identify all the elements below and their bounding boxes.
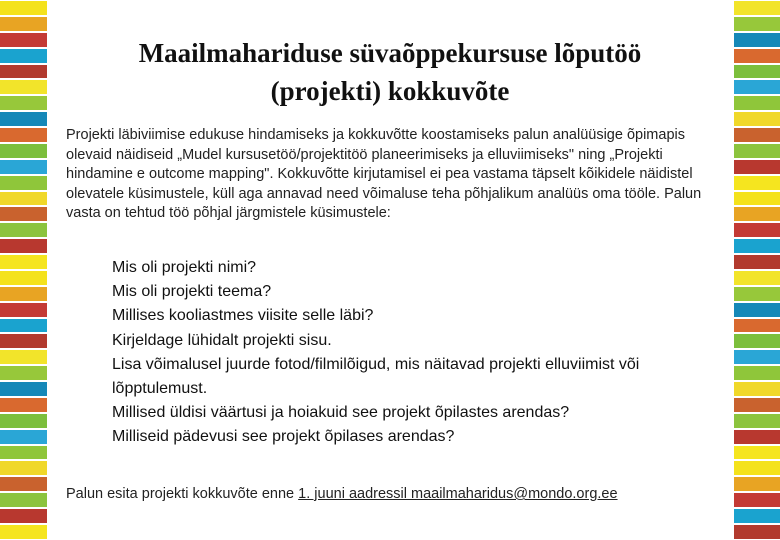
stripe [734, 112, 780, 126]
intro-paragraph: Projekti läbiviimise edukuse hindamiseks ja kokkuvõtte koostamiseks palun analüüsige õpimapis olevaid näidiseid „Mudel kursusetöö/projektitöö planeerimiseks ja elluviimiseks" ning „Projekti hindamine e outcome mapping". Kokkuvõtte kirjutamisel ei pea vastama täpselt kõikidele näidistel olevatele küsimustele, küll aga annavad need võimaluse teha põhjalikum analüüs oma tööle. Palun vasta on tehtud töö põhjal järgmistele küsimustele: [66, 127, 702, 221]
stripe [734, 303, 780, 317]
stripe [0, 461, 47, 475]
stripe [734, 33, 780, 47]
stripe [734, 128, 780, 142]
stripe [734, 477, 780, 491]
stripe [734, 176, 780, 190]
stripe [0, 350, 47, 364]
stripe [734, 366, 780, 380]
decorative-stripes-right [734, 0, 780, 540]
stripe [734, 287, 780, 301]
stripe [734, 223, 780, 237]
stripe [734, 96, 780, 110]
stripe [0, 414, 47, 428]
stripe [0, 239, 47, 253]
stripe [734, 192, 780, 206]
stripe [0, 192, 47, 206]
stripe [0, 255, 47, 269]
title-line-1: Maailmahariduse süvaõppekursuse lõputöö [138, 38, 642, 68]
stripe [734, 144, 780, 158]
stripe [0, 112, 47, 126]
stripe [0, 128, 47, 142]
stripe [0, 287, 47, 301]
stripe [734, 461, 780, 475]
stripe [0, 96, 47, 110]
stripe [734, 525, 780, 539]
stripe [734, 319, 780, 333]
title-line-2: (projekti) kokkuvõte [270, 76, 510, 106]
stripe [734, 382, 780, 396]
stripe [0, 382, 47, 396]
stripe [734, 65, 780, 79]
stripe [734, 49, 780, 63]
stripe [0, 477, 47, 491]
question-item: Milliseid pädevusi see projekt õpilases arendas? [112, 428, 455, 446]
submission-note [66, 486, 618, 502]
stripe [0, 33, 47, 47]
stripe [734, 239, 780, 253]
stripe [734, 414, 780, 428]
decorative-stripes-left [0, 0, 47, 540]
stripe [0, 80, 47, 94]
page-title [60, 34, 720, 110]
stripe [0, 65, 47, 79]
question-item: Mis oli projekti nimi? [112, 259, 257, 276]
stripe [0, 160, 47, 174]
stripe [0, 319, 47, 333]
question-list [112, 256, 722, 450]
stripe [734, 350, 780, 364]
stripe [0, 223, 47, 237]
stripe [734, 271, 780, 285]
stripe [734, 446, 780, 460]
stripe [0, 509, 47, 523]
stripe [0, 334, 47, 348]
question-item: Kirjeldage lühidalt projekti sisu. [112, 331, 332, 349]
stripe [0, 144, 47, 158]
stripe [0, 398, 47, 412]
stripe [734, 207, 780, 221]
stripe [734, 509, 780, 523]
stripe [0, 207, 47, 221]
stripe [734, 334, 780, 348]
stripe [0, 1, 47, 15]
stripe [0, 446, 47, 460]
stripe [734, 17, 780, 31]
stripe [734, 398, 780, 412]
stripe [0, 49, 47, 63]
stripe [0, 525, 47, 539]
stripe [734, 160, 780, 174]
stripe [0, 176, 47, 190]
question-item: Millises kooliastmes viisite selle läbi? [112, 307, 374, 325]
question-item: Millised üldisi väärtusi ja hoiakuid see projekt õpilastes arendas? [112, 404, 570, 422]
stripe [0, 17, 47, 31]
question-item: Mis oli projekti teema? [112, 283, 272, 301]
stripe [0, 430, 47, 444]
stripe [734, 80, 780, 94]
stripe [734, 1, 780, 15]
stripe [0, 493, 47, 507]
submission-text: Palun esita projekti kokkuvõte enne [66, 486, 299, 502]
stripe [734, 493, 780, 507]
stripe [734, 430, 780, 444]
stripe [0, 366, 47, 380]
stripe [0, 271, 47, 285]
stripe [0, 303, 47, 317]
question-item: Lisa võimalusel juurde fotod/filmilõigud, mis näitavad projekti elluviimist või lõpptulemust. [112, 355, 640, 398]
email-link[interactable]: 1. juuni aadressil maailmaharidus@mondo.org.ee [298, 486, 618, 502]
stripe [734, 255, 780, 269]
